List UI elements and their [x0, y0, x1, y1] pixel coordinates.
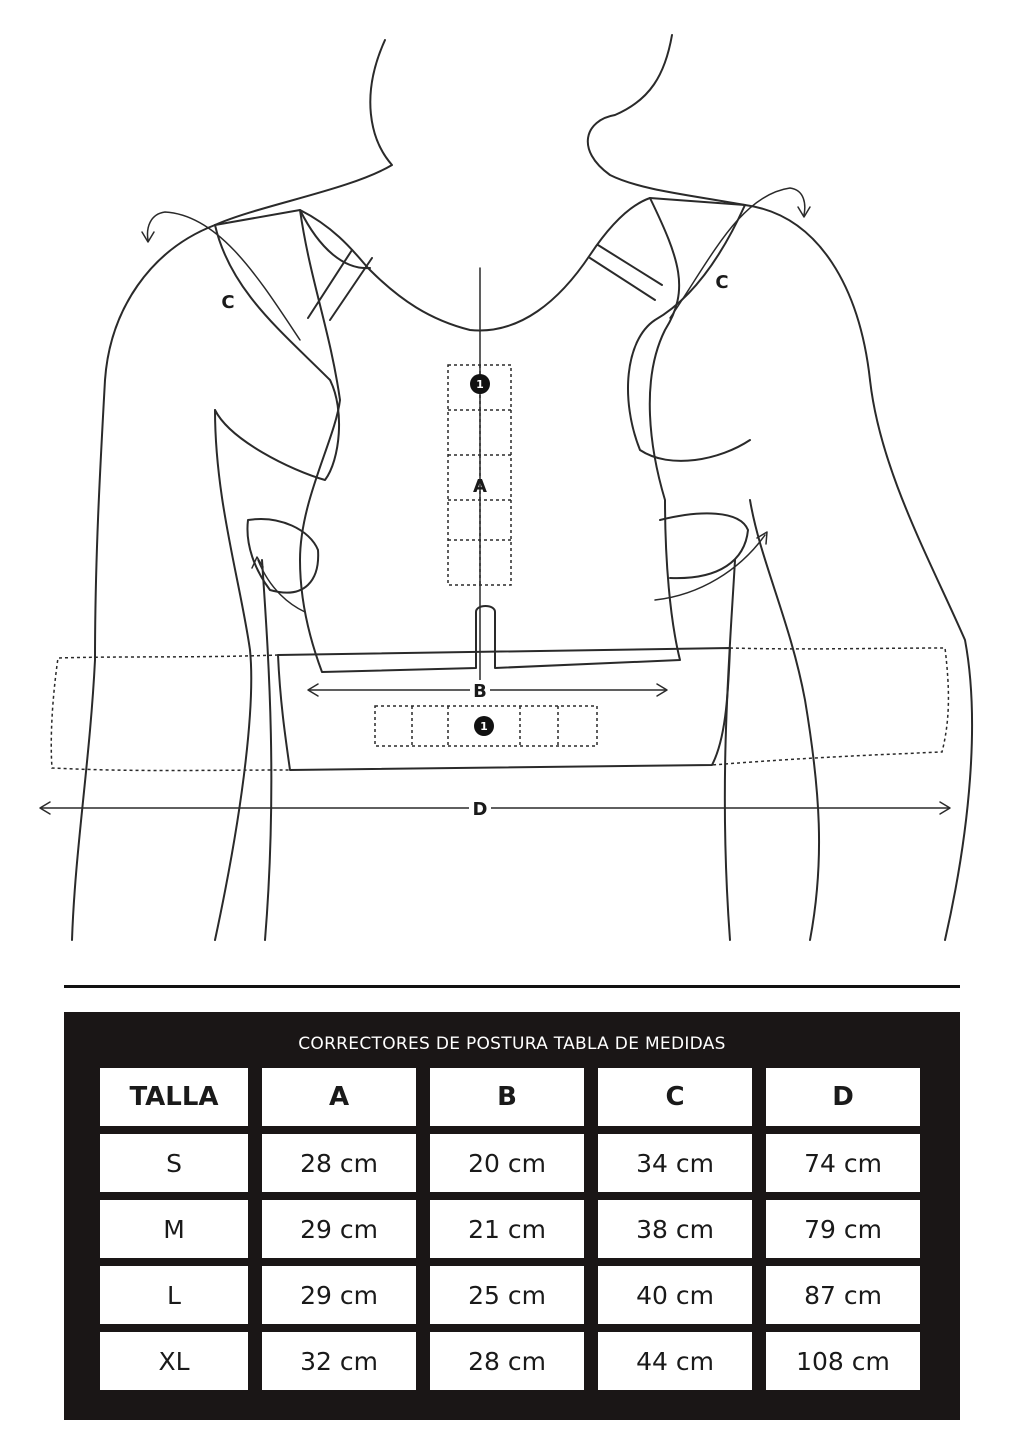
table-cell: 32 cm [262, 1332, 416, 1390]
header-cell-d: D [766, 1068, 920, 1126]
table-cell: 29 cm [262, 1200, 416, 1258]
table-cell: 21 cm [430, 1200, 584, 1258]
table-cell: 108 cm [766, 1332, 920, 1390]
table-cell: 20 cm [430, 1134, 584, 1192]
table-cell: 25 cm [430, 1266, 584, 1324]
c-left-arrow [148, 212, 300, 340]
right-arm-inner [750, 500, 819, 940]
size-table-panel [64, 1012, 960, 1420]
right-arm-outline [745, 205, 972, 940]
neck-right-outline [588, 35, 745, 205]
left-side-panel [247, 519, 318, 593]
table-cell: 34 cm [598, 1134, 752, 1192]
right-shoulder-pad [628, 205, 750, 461]
size-table-title: CORRECTORES DE POSTURA TABLA DE MEDIDAS [298, 1034, 726, 1054]
table-cell: 38 cm [598, 1200, 752, 1258]
right-strap-band [590, 245, 662, 300]
label-b: B [473, 681, 487, 702]
marker-b-number: 1 [480, 720, 488, 733]
marker-a-number: 1 [476, 378, 484, 391]
vest-body [300, 198, 680, 672]
size-table [100, 1068, 922, 1406]
table-cell: 87 cm [766, 1266, 920, 1324]
left-shoulder-pad [215, 225, 339, 480]
table-cell: L [100, 1266, 248, 1324]
table-cell: S [100, 1134, 248, 1192]
label-d: D [472, 799, 488, 820]
label-a: A [473, 476, 487, 497]
left-arm-inner [215, 410, 251, 940]
c-right-arrow [670, 188, 805, 318]
divider-rule [64, 985, 960, 988]
header-cell-b: B [430, 1068, 584, 1126]
table-cell: 40 cm [598, 1266, 752, 1324]
label-c-right: C [715, 272, 729, 293]
table-cell: 28 cm [430, 1332, 584, 1390]
table-cell: 28 cm [262, 1134, 416, 1192]
right-belt-extension-dotted [712, 648, 948, 765]
table-cell: 44 cm [598, 1332, 752, 1390]
header-cell-talla: TALLA [100, 1068, 248, 1126]
torso-right-line [725, 560, 735, 940]
table-cell: 29 cm [262, 1266, 416, 1324]
table-cell: XL [100, 1332, 248, 1390]
table-cell: 74 cm [766, 1134, 920, 1192]
neck-left-outline [215, 40, 392, 225]
table-cell: M [100, 1200, 248, 1258]
lower-belt [278, 648, 730, 770]
table-cell: 79 cm [766, 1200, 920, 1258]
torso-left-line [262, 560, 271, 940]
label-c-left: C [221, 292, 235, 313]
left-arm-outline [72, 225, 215, 940]
right-side-arrow [655, 535, 765, 600]
header-cell-a: A [262, 1068, 416, 1126]
header-cell-c: C [598, 1068, 752, 1126]
